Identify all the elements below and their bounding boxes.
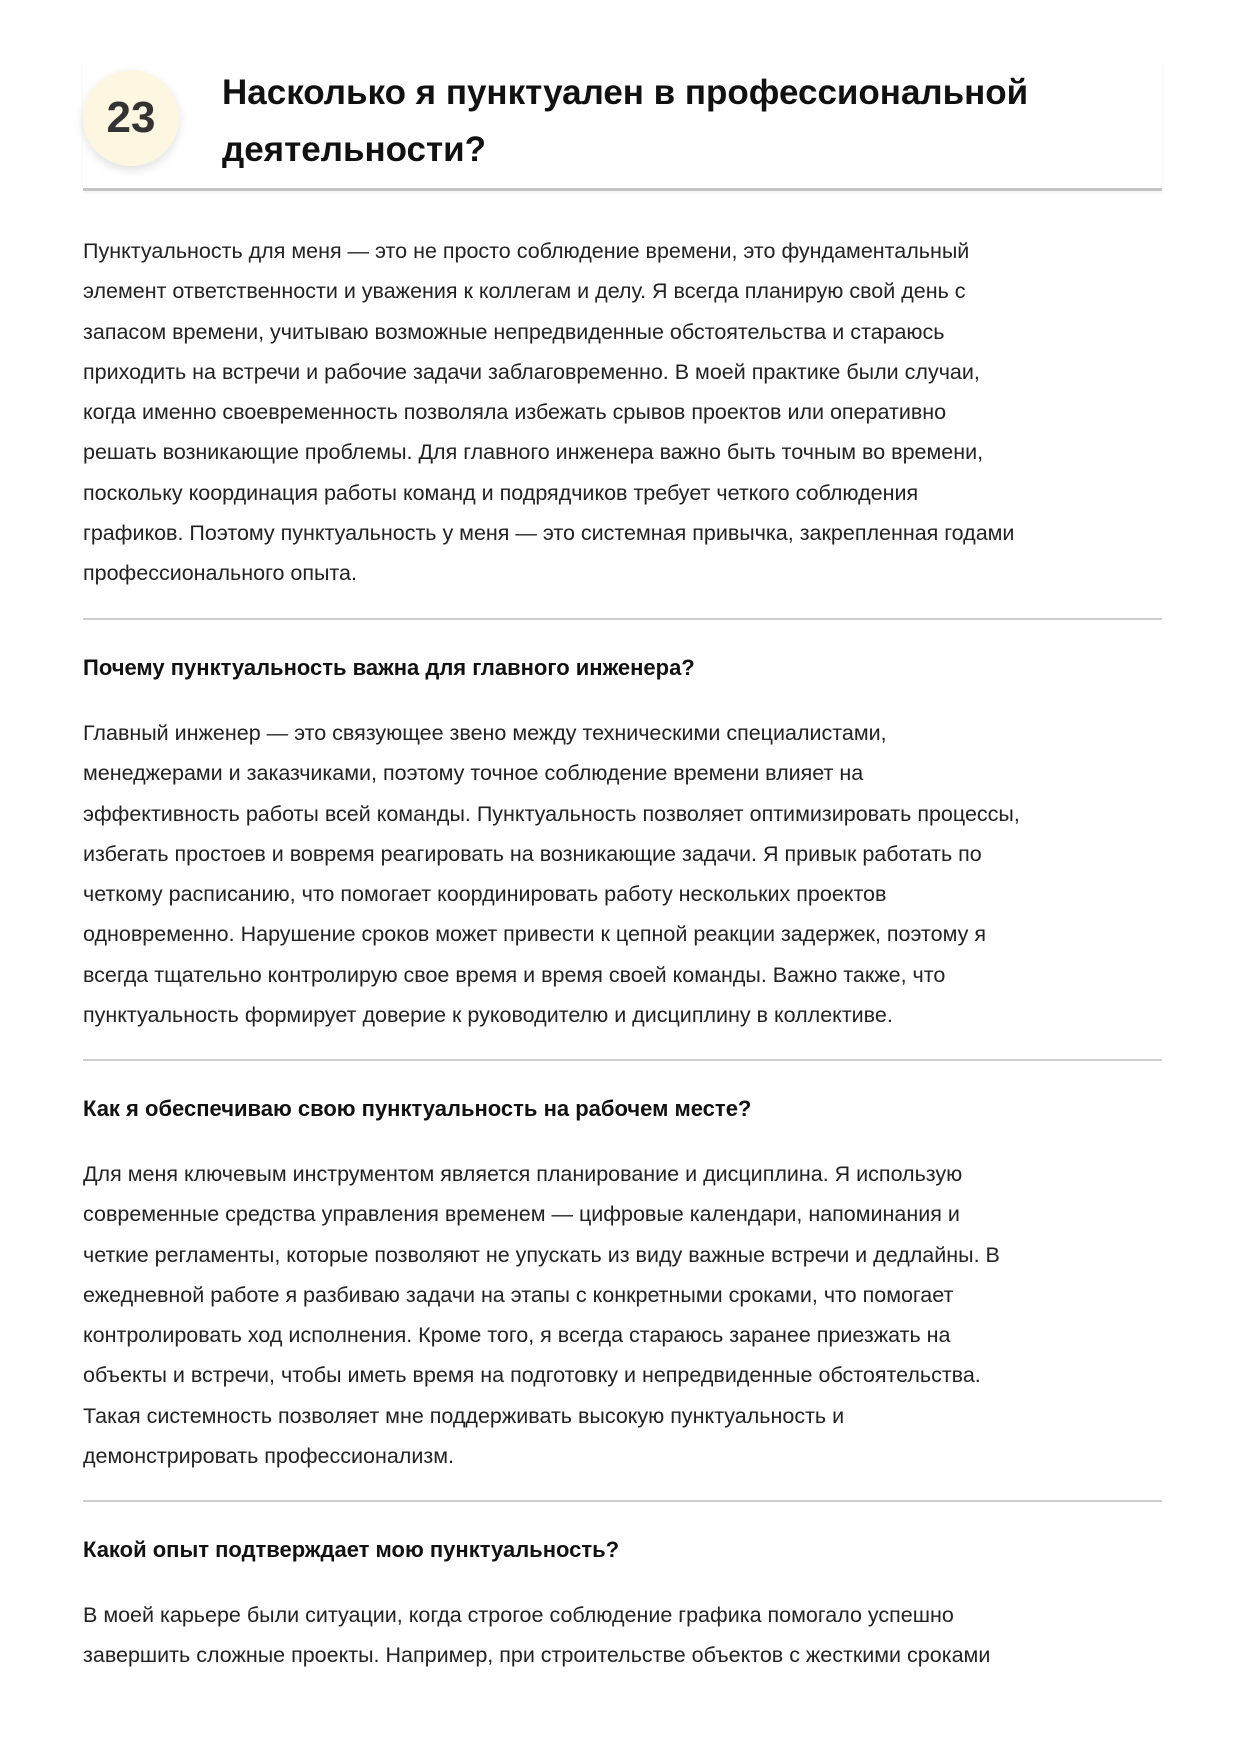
divider — [83, 1500, 1162, 1502]
question-header — [83, 60, 1162, 191]
text-line: четкому расписанию, что помогает координировать работу нескольких проектов — [83, 882, 887, 907]
heading-text: Как я обеспечиваю свою пунктуальность на рабочем месте? — [83, 1096, 752, 1121]
intro-paragraph — [83, 231, 1162, 594]
text-line: Пунктуальность для меня — это не просто соблюдение времени, это фундаментальный — [83, 239, 970, 263]
section-paragraph — [83, 1154, 1162, 1476]
text-line: поскольку координация работы команд и подрядчиков требует четкого соблюдения — [83, 480, 919, 505]
section-heading — [83, 653, 1162, 683]
section-paragraph — [83, 713, 1162, 1035]
divider — [83, 1059, 1162, 1061]
text-line: одновременно. Нарушение сроков может привести к цепной реакции задержек, поэтому я — [83, 922, 986, 947]
text-line: графиков. Поэтому пунктуальность у меня — это системная привычка, закрепленная годами — [83, 521, 1015, 546]
text-line: завершить сложные проекты. Например, при строительстве объектов с жесткими сроками — [83, 1643, 991, 1668]
text-line: менеджерами и заказчиками, поэтому точное соблюдение времени влияет на — [83, 761, 864, 786]
heading-text: Почему пунктуальность важна для главного инженера? — [83, 655, 695, 680]
section-heading — [83, 1535, 1162, 1565]
text-line: четкие регламенты, которые позволяют не упускать из виду важные встречи и дедлайны. В — [83, 1242, 1000, 1267]
text-line: элемент ответственности и уважения к коллегам и делу. Я всегда планирую свой день с — [83, 279, 966, 304]
text-line: профессионального опыта. — [83, 561, 357, 586]
text-line: пунктуальность формирует доверие к руководителю и дисциплину в коллективе. — [83, 1003, 893, 1028]
text-line: избегать простоев и вовремя реагировать на возникающие задачи. Я привык работать по — [83, 841, 982, 866]
section-heading — [83, 1094, 1162, 1124]
text-line: контролировать ход исполнения. Кроме того, я всегда стараюсь заранее приезжать на — [83, 1323, 951, 1348]
question-number-badge: 23 — [83, 70, 179, 166]
text-line: В моей карьере были ситуации, когда строгое соблюдение графика помогало успешно — [83, 1603, 954, 1627]
text-line: решать возникающие проблемы. Для главного инженера важно быть точным во времени, — [83, 440, 984, 465]
text-line: приходить на встречи и рабочие задачи заблаговременно. В моей практике были случаи, — [83, 359, 980, 384]
section-paragraph — [83, 1595, 1162, 1676]
text-line: Для меня ключевым инструментом является планирование и дисциплина. Я использую — [83, 1162, 963, 1186]
text-line: ежедневной работе я разбиваю задачи на этапы с конкретными сроками, что помогает — [83, 1282, 954, 1307]
text-line: демонстрировать профессионализм. — [83, 1444, 454, 1469]
text-line: Главный инженер — это связующее звено между техническими специалистами, — [83, 721, 887, 745]
text-line: эффективность работы всей команды. Пунктуальность позволяет оптимизировать процессы, — [83, 801, 1020, 826]
text-line: объекты и встречи, чтобы иметь время на подготовку и непредвиденные обстоятельства. — [83, 1363, 981, 1388]
text-line: запасом времени, учитываю возможные непредвиденные обстоятельства и стараюсь — [83, 319, 945, 344]
text-line: всегда тщательно контролирую свое время и время своей команды. Важно также, что — [83, 962, 946, 987]
text-line: современные средства управления временем — цифровые календари, напоминания и — [83, 1202, 960, 1227]
heading-text: Какой опыт подтверждает мою пунктуальность? — [83, 1537, 620, 1562]
text-line: Такая системность позволяет мне поддерживать высокую пунктуальность и — [83, 1403, 845, 1428]
divider — [83, 618, 1162, 620]
question-title: Насколько я пунктуален в профессиональной деятельности? — [222, 73, 1029, 169]
text-line: когда именно своевременность позволяла избежать срывов проектов или оперативно — [83, 400, 947, 425]
